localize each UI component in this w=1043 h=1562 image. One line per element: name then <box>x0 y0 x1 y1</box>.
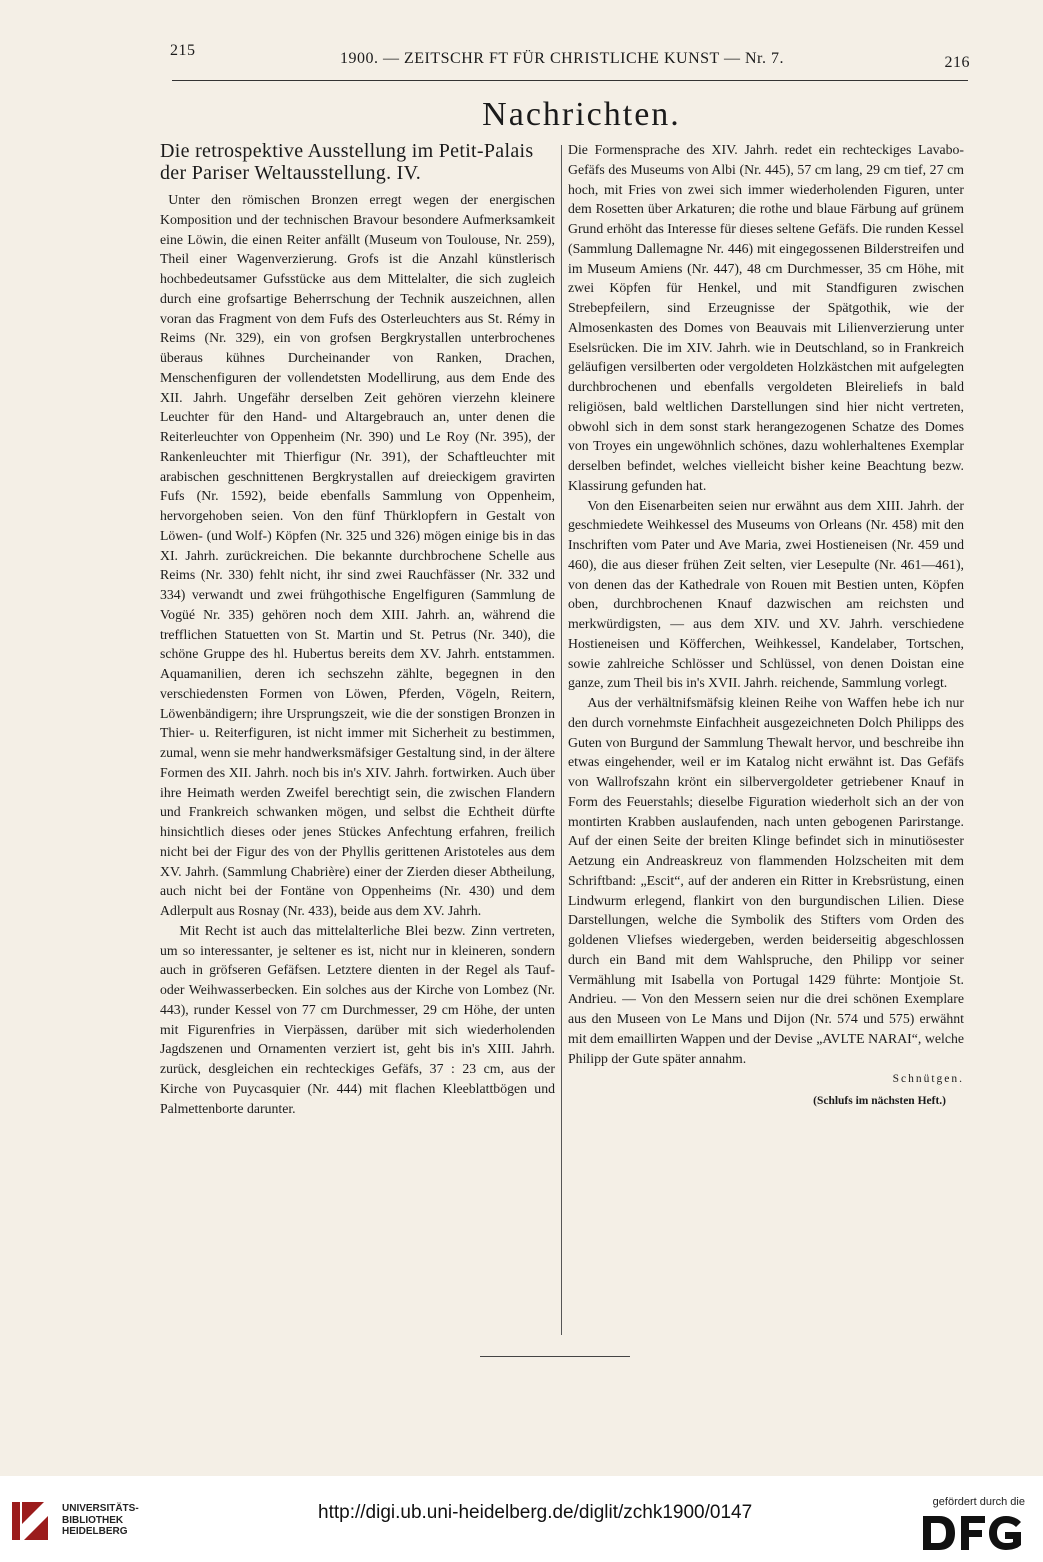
university-line: UNIVERSITÄTS- <box>62 1503 139 1514</box>
page-number-right: 216 <box>944 54 970 71</box>
permalink-url[interactable]: http://digi.ub.uni-heidelberg.de/diglit/zchk1900/0147 <box>318 1502 753 1523</box>
end-rule <box>480 1356 630 1357</box>
paragraph: Mit Recht ist auch das mittelalterliche Blei bezw. Zinn vertreten, um so interessanter, je seltener es ist, nicht nur in kleineren, sondern auch in gröfseren Gefäfsen. Letztere dienten in der Regel als Tauf- oder Weihwasserbecken. Ein solches aus der Kirche von Lombez (Nr. 443), runder Kessel von 77 cm Durchmesser, 29 cm Höhe, der unten mit Figurenfries in Vierpässen, darüber mit sich wiederholenden Jagdszenen und Ornamenten verziert ist, geht bis in's XIII. Jahrh. zurück, desgleichen ein rechteckiges Gefäfs, 37 : 23 cm, aus der Kirche von Puycasquier (Nr. 444) mit flachen Kleeblattbögen und Palmettenborte darunter. <box>160 922 555 1116</box>
page-number-left: 215 <box>170 42 196 59</box>
column-left <box>160 140 555 1350</box>
university-line: BIBLIOTHEK <box>62 1514 124 1526</box>
author-signature: Schnütgen. <box>892 1073 964 1086</box>
column-right <box>568 140 964 1360</box>
university-name <box>62 1503 139 1538</box>
funding-note: gefördert durch die <box>932 1496 1025 1508</box>
column-divider <box>561 145 562 1335</box>
section-title: Nachrichten. <box>482 96 681 133</box>
header-rule <box>172 80 968 81</box>
viewer-footer <box>0 1476 1043 1562</box>
paragraph: Von den Eisenarbeiten seien nur erwähnt aus dem XIII. Jahrh. der geschmiedete Weihkessel des Museums von Orleans (Nr. 458) mit den Inschriften vom Pater und Ave Maria, zwei Hostieneisen (Nr. 459 und 460), die aus dieser frühen Zeit selten, vier Lesepulte (Nr. 461—461), von denen das der Kathedrale von Rouen mit Bestien unten, Köpfen oben, durchbrochenen Knauf dazwischen am reichsten und merkwürdigsten, — aus dem XIV. und XV. Jahrh. verschiedene Hostieneisen und Köfferchen, Weihkessel, Kandelaber, Tortschen, sowie zahlreiche Schlösser und Schlüssel, von denen Doistan eine ganze, zum Theil bis in's XVII. Jahrh. reichende, Sammlung vorlegt. <box>568 497 964 691</box>
paragraph: Unter den römischen Bronzen erregt wegen der energischen Komposition und der technischen Bravour besondere Aufmerksamkeit eine Löwin, die einen Reiter anfällt (Museum von Toulouse, Nr. 259), Theil einer Wagenverzierung. Grofs ist die Anzahl künstlerisch hochbedeutsamer Gufsstücke aus dem Mittelalter, die sich zugleich durch eine grofsartige Beherrschung der Technik auszeichnen, allen voran das Fragment von dem Fufs des Osterleuchters aus St. Rémy in Reims (Nr. 329), ein von grofsen Bergkrystallen unterbrochenes überaus kühnes Durcheinander von Ranken, Drachen, Menschenfiguren der vollendetsten Modellirung, aus dem Ende des XII. Jahrh. Ungefähr derselben Zeit gehören vierzehn kleinere Leuchter für den Hand- und Altargebrauch an, unter denen die Reiterleuchter von Oppenheim (Nr. 390) und Le Roy (Nr. 395), der Rankenleuchter mit Thierfigur (Nr. 391), der Schaftleuchter mit arabischen geschnittenen Bergkrystallen auf dreieckigem gravirten Fufs (Nr. 1592), beide ebenfalls Sammlung von Oppenheim, hervorgehoben seien. Von den fünf Thürklopfern in Gestalt von Löwen- (und Wolf-) Köpfen (Nr. 325 und 326) mögen einige bis in das XI. Jahrh. zurückreichen. Die bekannte durchbrochene Schelle aus Reims (Nr. 330) fehlt nicht, ihr sind zwei Rauchfässer (Nr. 332 und 334) verwandt und zwei frühgothische Engelfiguren (Sammlung de Vogüé Nr. 335) gehören noch dem XIII. Jahrh. an, während die trefflichen Statuetten von St. Martin und St. Petrus (Nr. 340), die schöne Gruppe des hl. Hubertus bereits dem XV. Jahrh. entstammen. Aquamanilien, deren ich sechszehn zählte, begegnen in den verschiedensten Formen von Löwen, Pferden, Vögeln, Reitern, Löwenbändigern; ihre Ursprungszeit, wie die der sonstigen Bronzen in Thier- u. Reiterfiguren, ist nicht immer mit Sicherheit zu bestimmen, zumal, wenn sie mehr handwerksmäfsiger Gestaltung sind, in der ältere Formen des XII. Jahrh. noch bis in's XIV. Jahrh. fortwirken. Auch über ihre Heimath werden Zweifel berechtigt sein, die zwischen Flandern und Frankreich schwanken mögen, und selbst die Echtheit dürfte hinsichtlich dieses oder jenes Stückes Anfechtung erfahren, freilich nicht bei der Figur des von der Phyllis gerittenen Aristoteles aus dem XV. Jahrh. (Sammlung Chabrière) einer der Zierden dieser Abtheilung, auch nicht bei der Fontäne von Oppenheims (Nr. 430) und dem Adlerpult aus Rosnay (Nr. 433), beide aus dem XV. Jahrh. <box>160 192 555 918</box>
running-header <box>170 42 970 72</box>
university-line: HEIDELBERG <box>62 1526 128 1537</box>
paragraph: Aus der verhältnifsmäfsig kleinen Reihe von Waffen hebe ich nur den durch vornehmste Einfachheit ausgezeichneten Dolch Philipps des Guten von Burgund der Sammlung Thewalt hervor, und beschreibe ihn etwas eingehender, weil er im Katalog nicht erwähnt ist. Das Gefäfs von Wallrofszahn krönt ein silbervergoldeter getriebener Knauf in Form des Feuerstahls; dieselbe Figuration wiederholt sich an der von montirten Krabben auslaufenden, nach unten gebogenen Parirstange. Auf der einen Seite der breiten Klinge befindet sich in minutiösester Aetzung ein Andreaskreuz von flammenden Holzscheiten mit dem Schriftband: „Escit“, auf der anderen ein Ritter in Krebsrüstung, einen Lindwurm erlegend, flankirt von den burgundischen Lilien. Diese Darstellungen, welche die Symbolik des Stifters vom Orden des goldenen Vliefses wiedergeben, werden beiderseitig abgeschlossen durch ein Band mit dem Wahlspruche, den Philipp vor seiner Vermählung mit Isabella von Portugal 1429 führte: Montjoie St. Andrieu. — Von den Messern seien nur die drei schönen Exemplare aus den Museen von Le Mans und Dijon (Nr. 574 und 575) erwähnt mit dem emaillirten Wappen und der Devise „AVLTE NARAI“, welche Philipp der Gute später annahm. <box>568 695 964 1066</box>
paragraph: Die Formensprache des XIV. Jahrh. redet ein rechteckiges Lavabo-Gefäfs des Museums von Albi (Nr. 445), 57 cm lang, 29 cm tief, 27 cm hoch, mit Fries von zwei sich immer wiederholenden Figuren, unter dem Rosetten über Arkaturen; die rothe und blaue Färbung auf grünem Grund erhöht das Interesse für dieses seltene Gefäfs. Die runden Kessel (Sammlung Dallemagne Nr. 446) mit eingegossenen Bilderstreifen und im Museum Amiens (Nr. 447), 48 cm Durchmesser, 35 cm Höhe, mit zwei Köpfen für Henkel, und mit Standfiguren zwischen Strebepfeilern, sind Erzeugnisse der Spätgothik, wie der Almosenkasten des Domes von Beauvais mit Lilienverzierung unter Eselsrücken. Die im XIV. Jahrh. wie in Deutschland, so in Frankreich geläufigen versilberten oder vergoldeten Holzkästchen mit aufgelegten durchbrochenen und ebenfalls vergoldeten Bleireliefs in bald religiösen, bald weltlichen Darstellungen sind hier nicht vertreten, obwohl sich in dem sonst stark herangezogenen Schatze des Domes von Troyes ein ungewöhnlich schönes, dazu wohlerhaltenes Exemplar derselben befindet, welches vielleicht bisher keine Beachtung bezw. Klassirung gefunden hat. <box>568 142 964 493</box>
article-title: Die retrospektive Ausstellung im Petit-Palais der Pariser Weltausstellung. IV. <box>160 140 534 184</box>
dfg-logo-icon <box>919 1512 1025 1554</box>
continuation-note: (Schlufs im nächsten Heft.) <box>813 1095 946 1107</box>
running-title: 1900. — ZEITSCHR FT FÜR CHRISTLICHE KUNST — Nr. 7. <box>340 50 784 67</box>
ub-heidelberg-logo-icon <box>10 1496 52 1546</box>
